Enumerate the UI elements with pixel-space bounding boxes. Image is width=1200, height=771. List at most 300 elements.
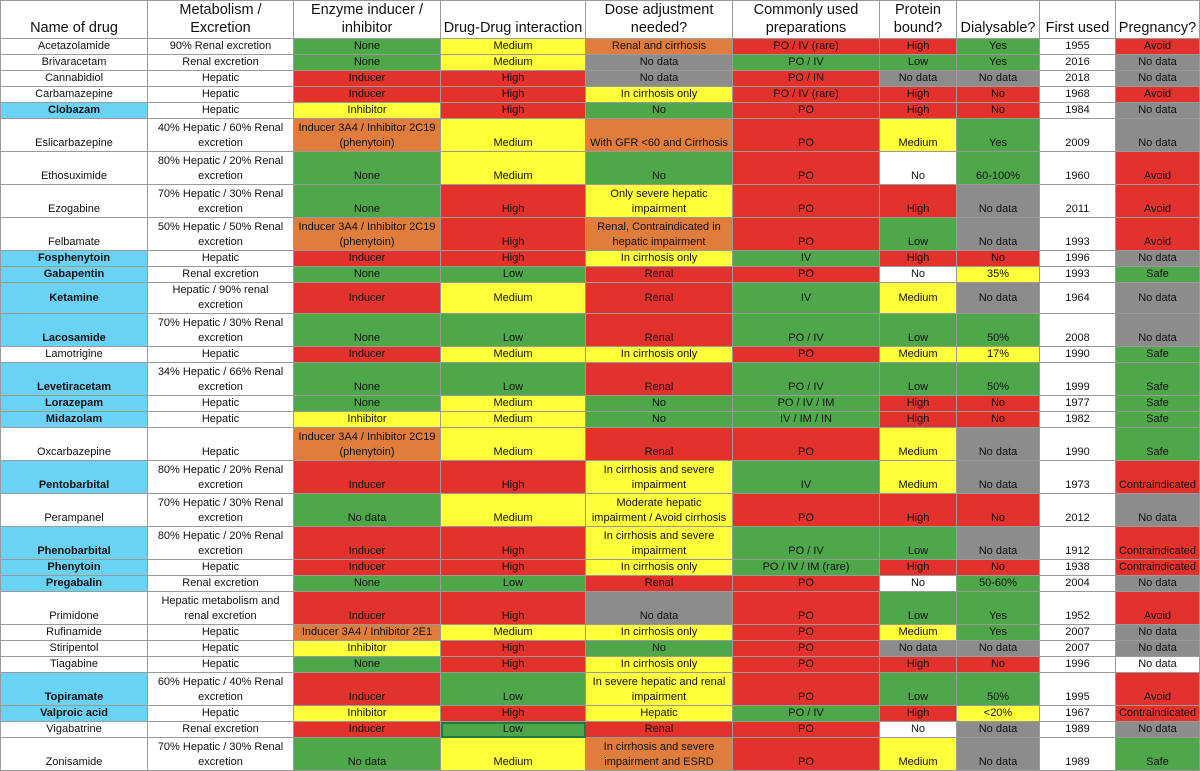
- first-used-cell: 1977: [1040, 396, 1116, 412]
- first-used-cell: 1990: [1040, 347, 1116, 363]
- header-cell: Commonly used preparations: [733, 1, 880, 39]
- enzyme-cell: Inducer: [294, 461, 441, 494]
- ddi-cell: Medium: [441, 428, 586, 461]
- metabolism-cell: 50% Hepatic / 50% Renal excretion: [148, 218, 294, 251]
- table-row: [1, 103, 1200, 119]
- enzyme-cell: Inducer: [294, 527, 441, 560]
- drug-name-cell: Phenobarbital: [1, 527, 148, 560]
- first-used-cell: 1968: [1040, 87, 1116, 103]
- metabolism-cell: Hepatic / 90% renal excretion: [148, 283, 294, 314]
- enzyme-cell: None: [294, 657, 441, 673]
- dose-adjustment-cell: Renal, Contraindicated in hepatic impairment: [586, 218, 733, 251]
- dialysable-cell: No: [957, 251, 1040, 267]
- protein-bound-cell: No data: [880, 71, 957, 87]
- dose-adjustment-cell: Renal: [586, 283, 733, 314]
- preparations-cell: PO: [733, 673, 880, 706]
- table-row: [1, 461, 1200, 494]
- enzyme-cell: Inducer: [294, 87, 441, 103]
- table-row: [1, 39, 1200, 55]
- dose-adjustment-cell: Renal and cirrhosis: [586, 39, 733, 55]
- protein-bound-cell: Medium: [880, 625, 957, 641]
- drug-name-cell: Ketamine: [1, 283, 148, 314]
- table-row: [1, 218, 1200, 251]
- metabolism-cell: 70% Hepatic / 30% Renal excretion: [148, 738, 294, 771]
- pregnancy-cell: Safe: [1116, 738, 1200, 771]
- dialysable-cell: No data: [957, 641, 1040, 657]
- drug-name-cell: Fosphenytoin: [1, 251, 148, 267]
- dialysable-cell: No: [957, 396, 1040, 412]
- preparations-cell: PO: [733, 657, 880, 673]
- metabolism-cell: Hepatic: [148, 71, 294, 87]
- drug-name-cell: Primidone: [1, 592, 148, 625]
- drug-name-cell: Lacosamide: [1, 314, 148, 347]
- pregnancy-cell: Safe: [1116, 396, 1200, 412]
- dose-adjustment-cell: In cirrhosis only: [586, 560, 733, 576]
- metabolism-cell: Hepatic: [148, 428, 294, 461]
- ddi-cell: High: [441, 103, 586, 119]
- table-row: [1, 657, 1200, 673]
- dialysable-cell: 50-60%: [957, 576, 1040, 592]
- first-used-cell: 2007: [1040, 641, 1116, 657]
- protein-bound-cell: Low: [880, 55, 957, 71]
- table-row: [1, 673, 1200, 706]
- protein-bound-cell: High: [880, 185, 957, 218]
- metabolism-cell: 80% Hepatic / 20% Renal excretion: [148, 527, 294, 560]
- preparations-cell: PO: [733, 218, 880, 251]
- dose-adjustment-cell: In cirrhosis and severe impairment: [586, 527, 733, 560]
- table-row: [1, 314, 1200, 347]
- dose-adjustment-cell: No: [586, 103, 733, 119]
- dialysable-cell: 35%: [957, 267, 1040, 283]
- ddi-cell: Low: [441, 363, 586, 396]
- protein-bound-cell: High: [880, 103, 957, 119]
- ddi-cell: Medium: [441, 39, 586, 55]
- enzyme-cell: Inducer: [294, 251, 441, 267]
- enzyme-cell: None: [294, 185, 441, 218]
- table-row: [1, 428, 1200, 461]
- dialysable-cell: Yes: [957, 592, 1040, 625]
- pregnancy-cell: Avoid: [1116, 39, 1200, 55]
- enzyme-cell: Inducer: [294, 673, 441, 706]
- pregnancy-cell: No data: [1116, 576, 1200, 592]
- dose-adjustment-cell: In cirrhosis only: [586, 347, 733, 363]
- pregnancy-cell: Safe: [1116, 412, 1200, 428]
- header-cell: Dose adjustment needed?: [586, 1, 733, 39]
- ddi-cell: High: [441, 87, 586, 103]
- protein-bound-cell: Low: [880, 218, 957, 251]
- dialysable-cell: No data: [957, 461, 1040, 494]
- protein-bound-cell: Low: [880, 673, 957, 706]
- pregnancy-cell: No data: [1116, 283, 1200, 314]
- first-used-cell: 1967: [1040, 706, 1116, 722]
- dialysable-cell: No: [957, 87, 1040, 103]
- pregnancy-cell: Safe: [1116, 363, 1200, 396]
- first-used-cell: 1996: [1040, 251, 1116, 267]
- metabolism-cell: Hepatic: [148, 251, 294, 267]
- drug-name-cell: Lamotrigine: [1, 347, 148, 363]
- header-cell: Dialysable?: [957, 1, 1040, 39]
- ddi-cell: High: [441, 461, 586, 494]
- enzyme-cell: None: [294, 396, 441, 412]
- preparations-cell: PO / IN: [733, 71, 880, 87]
- drug-name-cell: Cannabidiol: [1, 71, 148, 87]
- preparations-cell: PO: [733, 119, 880, 152]
- drug-name-cell: Stiripentol: [1, 641, 148, 657]
- metabolism-cell: Hepatic: [148, 396, 294, 412]
- drug-name-cell: Pregabalin: [1, 576, 148, 592]
- metabolism-cell: 60% Hepatic / 40% Renal excretion: [148, 673, 294, 706]
- dialysable-cell: No data: [957, 428, 1040, 461]
- ddi-cell: High: [441, 592, 586, 625]
- metabolism-cell: Hepatic: [148, 657, 294, 673]
- pregnancy-cell: No data: [1116, 625, 1200, 641]
- pregnancy-cell: Contraindicated: [1116, 527, 1200, 560]
- dose-adjustment-cell: No: [586, 641, 733, 657]
- drug-name-cell: Topiramate: [1, 673, 148, 706]
- dose-adjustment-cell: In cirrhosis only: [586, 625, 733, 641]
- dose-adjustment-cell: No data: [586, 71, 733, 87]
- first-used-cell: 1993: [1040, 267, 1116, 283]
- first-used-cell: 2016: [1040, 55, 1116, 71]
- protein-bound-cell: Low: [880, 527, 957, 560]
- ddi-cell: Medium: [441, 119, 586, 152]
- first-used-cell: 1999: [1040, 363, 1116, 396]
- preparations-cell: PO / IV: [733, 527, 880, 560]
- preparations-cell: PO: [733, 494, 880, 527]
- header-cell: Drug-Drug interaction: [441, 1, 586, 39]
- dialysable-cell: Yes: [957, 119, 1040, 152]
- first-used-cell: 1989: [1040, 722, 1116, 738]
- enzyme-cell: None: [294, 267, 441, 283]
- enzyme-cell: Inducer 3A4 / Inhibitor 2E1: [294, 625, 441, 641]
- preparations-cell: PO: [733, 428, 880, 461]
- metabolism-cell: Hepatic: [148, 641, 294, 657]
- preparations-cell: PO: [733, 738, 880, 771]
- metabolism-cell: 70% Hepatic / 30% Renal excretion: [148, 185, 294, 218]
- drug-name-cell: Phenytoin: [1, 560, 148, 576]
- metabolism-cell: 90% Renal excretion: [148, 39, 294, 55]
- pregnancy-cell: Avoid: [1116, 87, 1200, 103]
- table-row: [1, 71, 1200, 87]
- enzyme-cell: Inducer: [294, 283, 441, 314]
- preparations-cell: PO: [733, 347, 880, 363]
- ddi-cell: Low: [441, 576, 586, 592]
- pregnancy-cell: Contraindicated: [1116, 560, 1200, 576]
- pregnancy-cell: No data: [1116, 71, 1200, 87]
- enzyme-cell: Inhibitor: [294, 103, 441, 119]
- metabolism-cell: Hepatic: [148, 706, 294, 722]
- dialysable-cell: Yes: [957, 55, 1040, 71]
- dose-adjustment-cell: Only severe hepatic impairment: [586, 185, 733, 218]
- first-used-cell: 1955: [1040, 39, 1116, 55]
- metabolism-cell: Hepatic metabolism and renal excretion: [148, 592, 294, 625]
- metabolism-cell: Hepatic: [148, 347, 294, 363]
- enzyme-cell: Inhibitor: [294, 706, 441, 722]
- enzyme-cell: Inhibitor: [294, 412, 441, 428]
- pregnancy-cell: No data: [1116, 55, 1200, 71]
- dose-adjustment-cell: Renal: [586, 314, 733, 347]
- protein-bound-cell: High: [880, 706, 957, 722]
- dialysable-cell: No data: [957, 283, 1040, 314]
- dose-adjustment-cell: No: [586, 396, 733, 412]
- header-cell: Name of drug: [1, 1, 148, 39]
- first-used-cell: 1995: [1040, 673, 1116, 706]
- preparations-cell: PO / IV: [733, 314, 880, 347]
- first-used-cell: 1952: [1040, 592, 1116, 625]
- preparations-cell: IV / IM / IN: [733, 412, 880, 428]
- enzyme-cell: Inducer: [294, 71, 441, 87]
- dialysable-cell: No data: [957, 71, 1040, 87]
- dialysable-cell: No data: [957, 185, 1040, 218]
- protein-bound-cell: High: [880, 657, 957, 673]
- dialysable-cell: No data: [957, 527, 1040, 560]
- dialysable-cell: Yes: [957, 625, 1040, 641]
- header-cell: First used: [1040, 1, 1116, 39]
- dose-adjustment-cell: No data: [586, 592, 733, 625]
- dialysable-cell: No data: [957, 722, 1040, 738]
- metabolism-cell: Renal excretion: [148, 267, 294, 283]
- ddi-cell: Medium: [441, 494, 586, 527]
- metabolism-cell: 34% Hepatic / 66% Renal excretion: [148, 363, 294, 396]
- table-row: [1, 55, 1200, 71]
- enzyme-cell: Inducer 3A4 / Inhibitor 2C19 (phenytoin): [294, 218, 441, 251]
- first-used-cell: 1996: [1040, 657, 1116, 673]
- dialysable-cell: No: [957, 412, 1040, 428]
- drug-name-cell: Carbamazepine: [1, 87, 148, 103]
- dose-adjustment-cell: Renal: [586, 363, 733, 396]
- ddi-cell: High: [441, 218, 586, 251]
- metabolism-cell: 80% Hepatic / 20% Renal excretion: [148, 461, 294, 494]
- pregnancy-cell: Safe: [1116, 347, 1200, 363]
- first-used-cell: 1938: [1040, 560, 1116, 576]
- enzyme-cell: None: [294, 576, 441, 592]
- protein-bound-cell: Medium: [880, 428, 957, 461]
- first-used-cell: 2004: [1040, 576, 1116, 592]
- first-used-cell: 1990: [1040, 428, 1116, 461]
- table-row: [1, 185, 1200, 218]
- ddi-cell: Medium: [441, 152, 586, 185]
- dose-adjustment-cell: In cirrhosis and severe impairment: [586, 461, 733, 494]
- pregnancy-cell: Avoid: [1116, 673, 1200, 706]
- enzyme-cell: None: [294, 39, 441, 55]
- first-used-cell: 2009: [1040, 119, 1116, 152]
- dialysable-cell: <20%: [957, 706, 1040, 722]
- dose-adjustment-cell: In cirrhosis only: [586, 657, 733, 673]
- preparations-cell: PO: [733, 592, 880, 625]
- drug-name-cell: Zonisamide: [1, 738, 148, 771]
- metabolism-cell: Hepatic: [148, 87, 294, 103]
- header-row: [1, 1, 1200, 39]
- first-used-cell: 1964: [1040, 283, 1116, 314]
- protein-bound-cell: Low: [880, 592, 957, 625]
- first-used-cell: 1984: [1040, 103, 1116, 119]
- protein-bound-cell: No: [880, 722, 957, 738]
- drug-name-cell: Tiagabine: [1, 657, 148, 673]
- enzyme-cell: Inhibitor: [294, 641, 441, 657]
- pregnancy-cell: Avoid: [1116, 152, 1200, 185]
- dose-adjustment-cell: With GFR <60 and Cirrhosis: [586, 119, 733, 152]
- first-used-cell: 1982: [1040, 412, 1116, 428]
- protein-bound-cell: Medium: [880, 461, 957, 494]
- dialysable-cell: No: [957, 103, 1040, 119]
- drug-name-cell: Brivaracetam: [1, 55, 148, 71]
- metabolism-cell: Hepatic: [148, 560, 294, 576]
- enzyme-cell: None: [294, 363, 441, 396]
- ddi-cell: Medium: [441, 283, 586, 314]
- protein-bound-cell: Medium: [880, 283, 957, 314]
- preparations-cell: PO / IV (rare): [733, 87, 880, 103]
- protein-bound-cell: Low: [880, 363, 957, 396]
- table-row: [1, 347, 1200, 363]
- enzyme-cell: Inducer 3A4 / Inhibitor 2C19 (phenytoin): [294, 428, 441, 461]
- enzyme-cell: No data: [294, 494, 441, 527]
- preparations-cell: PO / IV: [733, 55, 880, 71]
- ddi-cell: High: [441, 641, 586, 657]
- ddi-cell: Low: [441, 673, 586, 706]
- ddi-cell: Medium: [441, 412, 586, 428]
- enzyme-cell: Inducer: [294, 347, 441, 363]
- table-row: [1, 119, 1200, 152]
- dialysable-cell: Yes: [957, 39, 1040, 55]
- preparations-cell: PO: [733, 152, 880, 185]
- dialysable-cell: 60-100%: [957, 152, 1040, 185]
- dialysable-cell: No: [957, 657, 1040, 673]
- pregnancy-cell: No data: [1116, 103, 1200, 119]
- preparations-cell: PO: [733, 625, 880, 641]
- ddi-cell: Medium: [441, 396, 586, 412]
- preparations-cell: PO / IV: [733, 706, 880, 722]
- metabolism-cell: Renal excretion: [148, 576, 294, 592]
- dose-adjustment-cell: Moderate hepatic impairment / Avoid cirrhosis: [586, 494, 733, 527]
- pregnancy-cell: Contraindicated: [1116, 461, 1200, 494]
- drug-name-cell: Rufinamide: [1, 625, 148, 641]
- table-row: [1, 283, 1200, 314]
- preparations-cell: PO: [733, 722, 880, 738]
- drug-name-cell: Acetazolamide: [1, 39, 148, 55]
- dialysable-cell: 50%: [957, 363, 1040, 396]
- metabolism-cell: Renal excretion: [148, 55, 294, 71]
- first-used-cell: 1912: [1040, 527, 1116, 560]
- first-used-cell: 2011: [1040, 185, 1116, 218]
- dose-adjustment-cell: No: [586, 412, 733, 428]
- table-row: [1, 251, 1200, 267]
- first-used-cell: 1973: [1040, 461, 1116, 494]
- first-used-cell: 2018: [1040, 71, 1116, 87]
- protein-bound-cell: Low: [880, 314, 957, 347]
- ddi-cell: High: [441, 251, 586, 267]
- ddi-cell: Low: [441, 722, 586, 738]
- first-used-cell: 2008: [1040, 314, 1116, 347]
- enzyme-cell: Inducer 3A4 / Inhibitor 2C19 (phenytoin): [294, 119, 441, 152]
- protein-bound-cell: Medium: [880, 347, 957, 363]
- enzyme-cell: Inducer: [294, 722, 441, 738]
- protein-bound-cell: No data: [880, 641, 957, 657]
- preparations-cell: PO / IV / IM (rare): [733, 560, 880, 576]
- protein-bound-cell: High: [880, 251, 957, 267]
- pregnancy-cell: Avoid: [1116, 185, 1200, 218]
- pregnancy-cell: Contraindicated: [1116, 706, 1200, 722]
- dose-adjustment-cell: No data: [586, 55, 733, 71]
- table-row: [1, 706, 1200, 722]
- dialysable-cell: 50%: [957, 314, 1040, 347]
- first-used-cell: 2012: [1040, 494, 1116, 527]
- ddi-cell: High: [441, 706, 586, 722]
- header-cell: Enzyme inducer / inhibitor: [294, 1, 441, 39]
- ddi-cell: High: [441, 657, 586, 673]
- table-row: [1, 363, 1200, 396]
- preparations-cell: PO: [733, 103, 880, 119]
- drug-name-cell: Gabapentin: [1, 267, 148, 283]
- drug-name-cell: Felbamate: [1, 218, 148, 251]
- metabolism-cell: Hepatic: [148, 412, 294, 428]
- drug-name-cell: Lorazepam: [1, 396, 148, 412]
- preparations-cell: PO / IV / IM: [733, 396, 880, 412]
- table-row: [1, 494, 1200, 527]
- metabolism-cell: 40% Hepatic / 60% Renal excretion: [148, 119, 294, 152]
- pregnancy-cell: No data: [1116, 641, 1200, 657]
- dose-adjustment-cell: Renal: [586, 428, 733, 461]
- table-body: [1, 39, 1200, 771]
- metabolism-cell: 70% Hepatic / 30% Renal excretion: [148, 494, 294, 527]
- protein-bound-cell: No: [880, 152, 957, 185]
- ddi-cell: Low: [441, 314, 586, 347]
- enzyme-cell: None: [294, 314, 441, 347]
- protein-bound-cell: High: [880, 39, 957, 55]
- pregnancy-cell: Avoid: [1116, 592, 1200, 625]
- metabolism-cell: Renal excretion: [148, 722, 294, 738]
- pregnancy-cell: No data: [1116, 494, 1200, 527]
- first-used-cell: 2007: [1040, 625, 1116, 641]
- dialysable-cell: 50%: [957, 673, 1040, 706]
- table-row: [1, 152, 1200, 185]
- ddi-cell: Medium: [441, 625, 586, 641]
- table-row: [1, 412, 1200, 428]
- pregnancy-cell: Safe: [1116, 428, 1200, 461]
- pregnancy-cell: No data: [1116, 722, 1200, 738]
- drug-name-cell: Midazolam: [1, 412, 148, 428]
- drug-name-cell: Oxcarbazepine: [1, 428, 148, 461]
- drug-name-cell: Clobazam: [1, 103, 148, 119]
- preparations-cell: PO: [733, 185, 880, 218]
- protein-bound-cell: High: [880, 494, 957, 527]
- protein-bound-cell: Medium: [880, 119, 957, 152]
- dose-adjustment-cell: Renal: [586, 576, 733, 592]
- table-row: [1, 267, 1200, 283]
- header-cell: Protein bound?: [880, 1, 957, 39]
- metabolism-cell: Hepatic: [148, 103, 294, 119]
- protein-bound-cell: High: [880, 396, 957, 412]
- protein-bound-cell: High: [880, 560, 957, 576]
- preparations-cell: PO: [733, 576, 880, 592]
- dose-adjustment-cell: In severe hepatic and renal impairment: [586, 673, 733, 706]
- first-used-cell: 1993: [1040, 218, 1116, 251]
- preparations-cell: PO: [733, 641, 880, 657]
- table-row: [1, 641, 1200, 657]
- enzyme-cell: Inducer: [294, 592, 441, 625]
- pregnancy-cell: No data: [1116, 119, 1200, 152]
- drug-name-cell: Eslicarbazepine: [1, 119, 148, 152]
- pregnancy-cell: No data: [1116, 251, 1200, 267]
- preparations-cell: PO / IV: [733, 363, 880, 396]
- dose-adjustment-cell: Renal: [586, 722, 733, 738]
- preparations-cell: IV: [733, 461, 880, 494]
- drug-name-cell: Ezogabine: [1, 185, 148, 218]
- table-row: [1, 592, 1200, 625]
- pregnancy-cell: Safe: [1116, 267, 1200, 283]
- drug-name-cell: Vigabatrine: [1, 722, 148, 738]
- dose-adjustment-cell: In cirrhosis only: [586, 251, 733, 267]
- ddi-cell: High: [441, 185, 586, 218]
